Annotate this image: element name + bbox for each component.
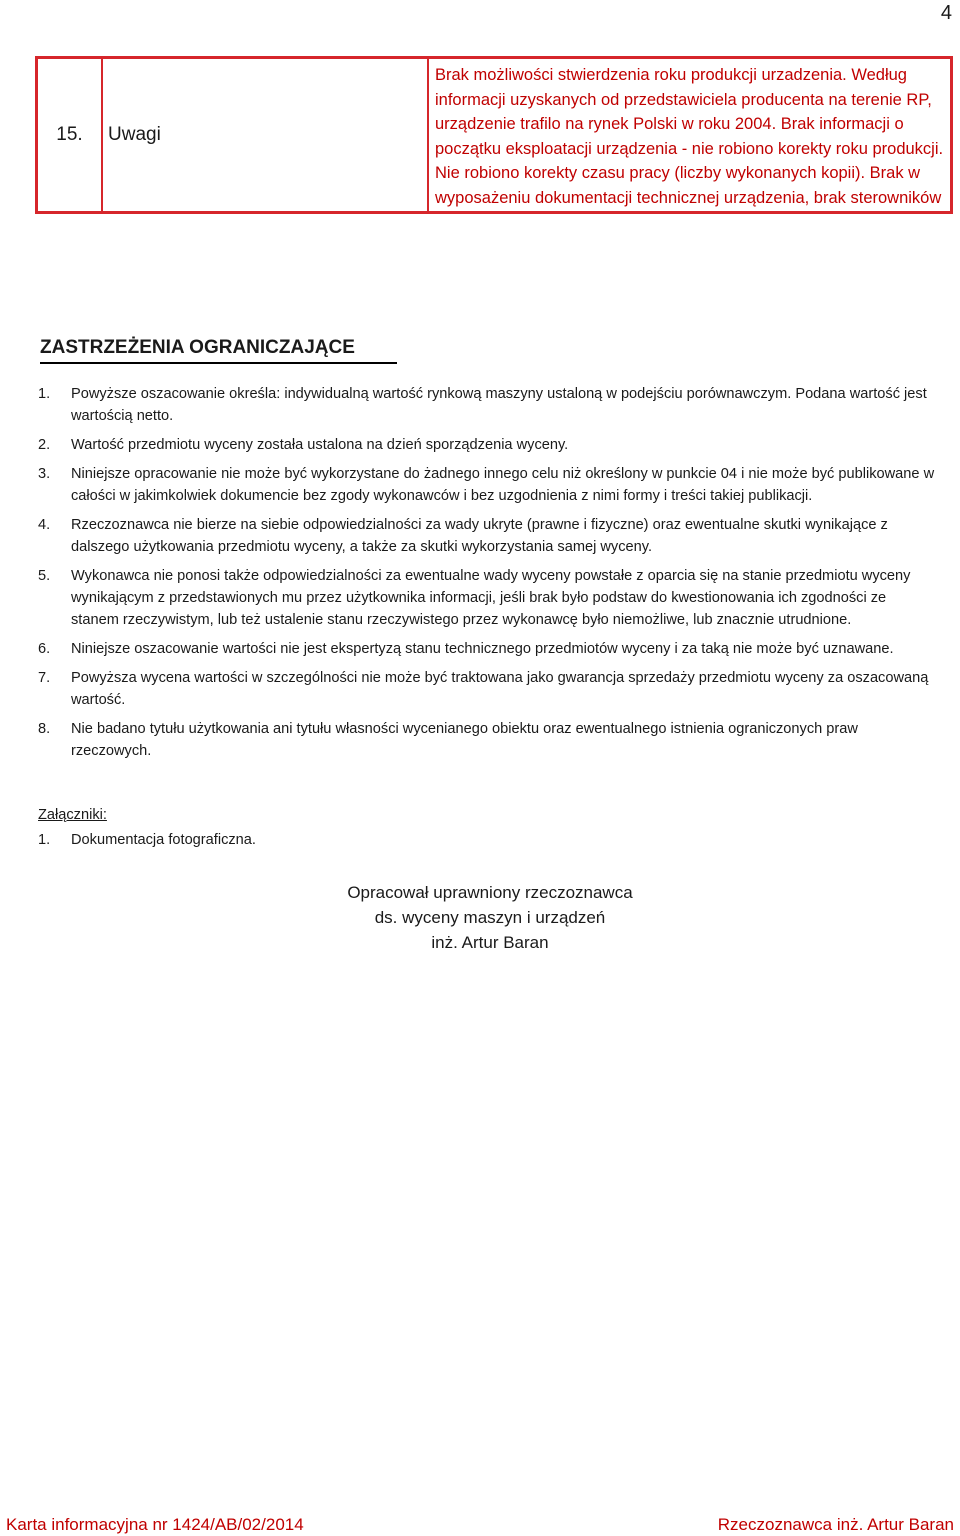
signature-line-1: Opracował uprawniony rzeczoznawca — [347, 883, 633, 902]
clause-number: 3. — [38, 466, 51, 482]
clause-text: Wartość przedmiotu wyceny została ustalona na dzień sporządzenia wyceny. — [71, 437, 569, 453]
attachment-number: 1. — [38, 832, 51, 848]
remarks-table — [35, 56, 953, 214]
clause-number: 1. — [38, 386, 51, 402]
signature-line-3: inż. Artur Baran — [431, 933, 549, 952]
clause-text: Niniejsze opracowanie nie może być wykorzystane do żadnego innego celu niż określony w punkcie 04 i nie może być publikowane w całości w jakimkolwiek dokumencie bez zgody wykonawców i bez uzgodnienia z nimi formy i treści takiej publikacji. — [71, 466, 935, 504]
signature-block — [300, 880, 680, 955]
clause-2 — [38, 434, 938, 456]
clause-text: Nie badano tytułu użytkowania ani tytułu własności wycenianego obiektu oraz ewentualnego istnienia ograniczonych praw rzeczowych. — [71, 721, 858, 759]
remarks-text: Brak możliwości stwierdzenia roku produkcji urzadzenia. Według informacji uzyskanych od przedstawiciela producenta na terenie RP, urządzenie trafilo na rynek Polski w roku 2004. Brak informacji o początku eksploatacji urządzenia - nie robiono korekty roku produkcji. Nie robiono korekty czasu pracy (liczby wykonanych kopii). Brak w wyposażeniu dokumentacji technicznej urządzenia, brak sterowników — [435, 66, 944, 207]
clause-number: 6. — [38, 641, 51, 657]
clause-number: 2. — [38, 437, 51, 453]
attachment-item — [38, 832, 256, 848]
clause-8 — [38, 718, 938, 762]
clause-7 — [38, 667, 938, 711]
clause-number: 4. — [38, 517, 51, 533]
clause-4 — [38, 514, 938, 558]
restrictions-list — [38, 383, 938, 769]
clause-text: Niniejsze oszacowanie wartości nie jest ekspertyzą stanu technicznego przedmiotów wyceny i za taką nie może być uznawane. — [71, 641, 894, 657]
attachments-title: Załączniki: — [38, 807, 107, 823]
restrictions-heading: ZASTRZEŻENIA OGRANICZAJĄCE — [40, 337, 397, 364]
footer-appraiser: Rzeczoznawca inż. Artur Baran — [717, 1515, 954, 1534]
attachment-text: Dokumentacja fotograficzna. — [71, 832, 256, 848]
clause-6 — [38, 638, 938, 660]
clause-text: Powyższa wycena wartości w szczególności nie może być traktowana jako gwarancja sprzedaży przedmiotu wyceny za oszacowaną wartość. — [71, 670, 929, 708]
footer-document-id: Karta informacyjna nr 1424/AB/02/2014 — [6, 1515, 304, 1534]
clause-5 — [38, 565, 938, 631]
clause-text: Rzeczoznawca nie bierze na siebie odpowiedzialności za wady ukryte (prawne i fizyczne) oraz ewentualne skutki wynikające z dalszego użytkowania przedmiotu wyceny, a także za skutki wykorzystania samej wyceny. — [71, 517, 888, 555]
clause-number: 5. — [38, 568, 51, 584]
clause-text: Powyższe oszacowanie określa: indywidualną wartość rynkową maszyny ustaloną w podejściu porównawczym. Podana wartość jest wartością netto. — [71, 386, 927, 424]
signature-line-2: ds. wyceny maszyn i urządzeń — [374, 908, 606, 927]
page-number: 4 — [940, 2, 952, 24]
clause-3 — [38, 463, 938, 507]
clause-text: Wykonawca nie ponosi także odpowiedzialności za ewentualne wady wyceny powstałe z oparcia się na stanie przedmiotu wyceny wynikającym z przedstawionych mu przez użytkownika informacji, jeśli brak było podstaw do kwestionowania ich zgodności ze stanem rzeczywistym, lub też ustalenie stanu rzeczywistego przez wykonawcę było niemożliwe, lub znacznie utrudnione. — [71, 568, 911, 628]
clause-number: 8. — [38, 721, 51, 737]
remarks-label: Uwagi — [103, 59, 429, 211]
remarks-number: 15. — [38, 59, 103, 211]
clause-number: 7. — [38, 670, 51, 686]
clause-1 — [38, 383, 938, 427]
